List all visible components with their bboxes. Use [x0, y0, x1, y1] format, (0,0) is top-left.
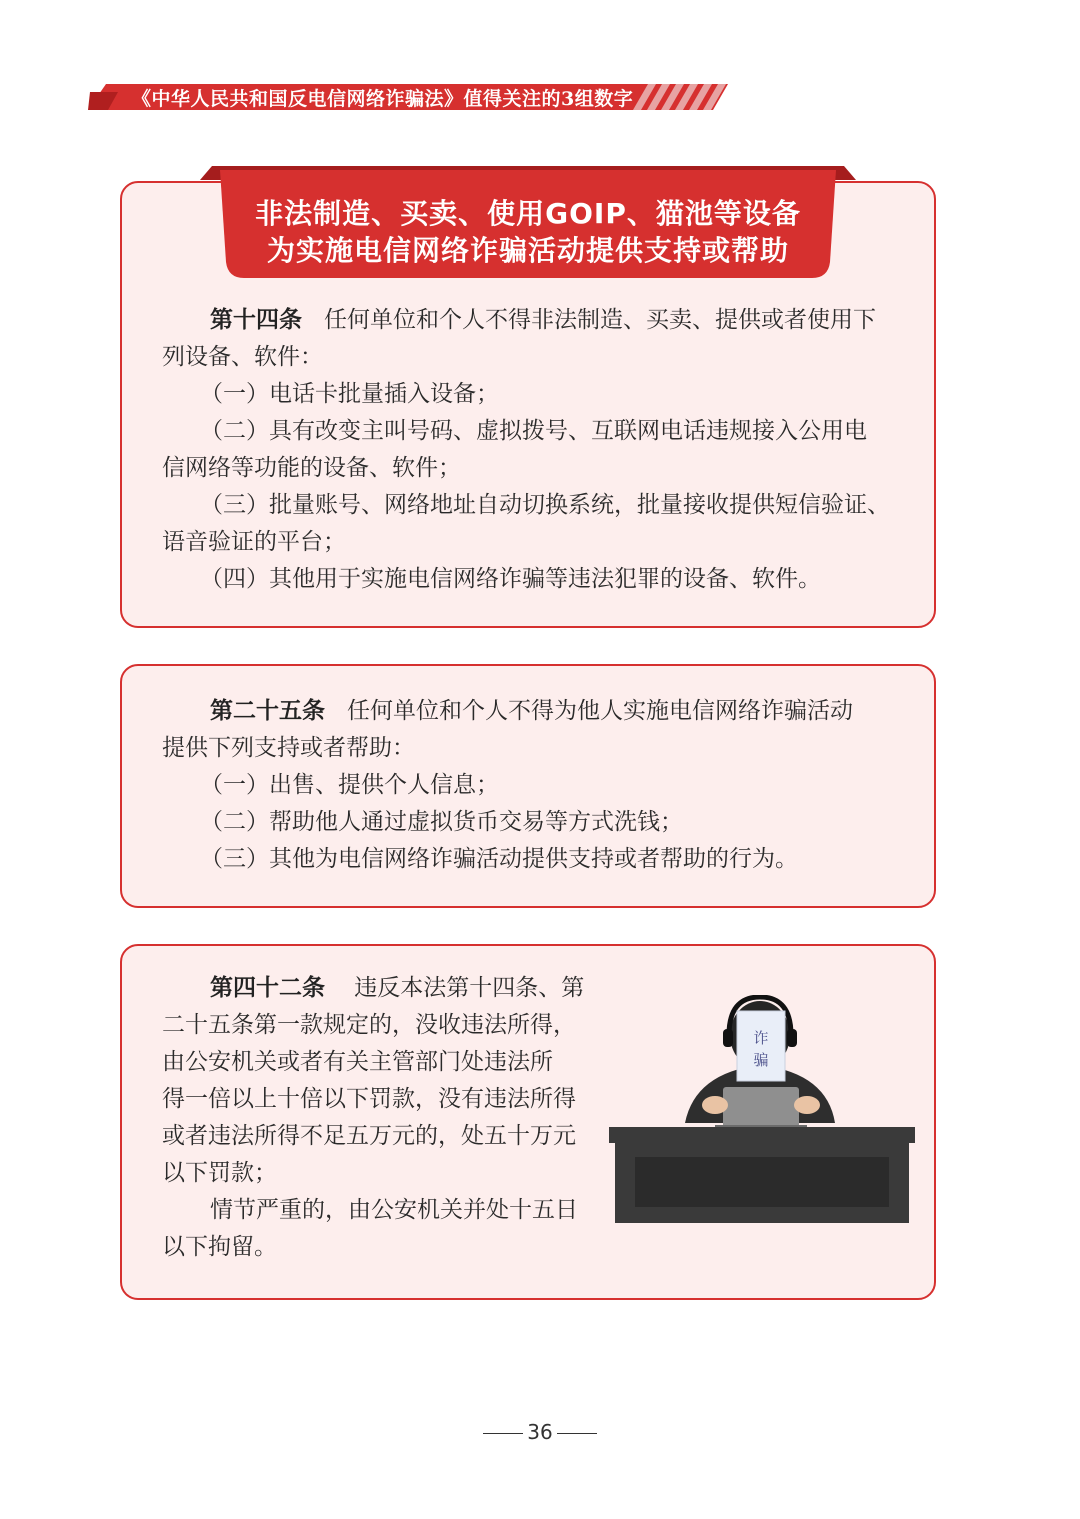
page-number-value: 36 [527, 1420, 553, 1444]
article-42-line: 得一倍以上十倍以下罚款，没有违法所得 [162, 1086, 576, 1112]
article-14-line: 语音验证的平台； [162, 529, 346, 555]
article-42-line: 情节严重的，由公安机关并处十五日 [210, 1197, 578, 1223]
article-25-item: （二）帮助他人通过虚拟货币交易等方式洗钱； [200, 809, 683, 835]
article-42-line: 或者违法所得不足五万元的，处五十万元 [162, 1123, 576, 1149]
scammer-figure-icon [605, 995, 920, 1227]
article-14-item: （三）批量账号、网络地址自动切换系统，批量接收提供短信验证、 [200, 492, 890, 518]
article-14-item: （二）具有改变主叫号码、虚拟拨号、互联网电话违规接入公用电 [200, 418, 867, 444]
article-14-item: （一）电话卡批量插入设备； [200, 381, 499, 407]
article-14-line: 信网络等功能的设备、软件； [162, 455, 461, 481]
article-42-line: 以下拘留。 [162, 1234, 277, 1260]
header-ribbon [88, 80, 738, 116]
article-14-title: 第十四条 [210, 307, 302, 333]
header-title: 《中华人民共和国反电信网络诈骗法》值得关注的3组数字 [132, 88, 634, 110]
mask-text-2: 骗 [753, 1051, 769, 1069]
article-42-first-line [210, 970, 584, 1007]
page-number [0, 1420, 1080, 1444]
section-banner [200, 162, 856, 282]
article-42-line: 以下罚款； [162, 1160, 277, 1186]
article-42-line: 二十五条第一款规定的，没收违法所得， [162, 1012, 576, 1038]
page-number-dash-left [483, 1433, 523, 1435]
article-25-item: （一）出售、提供个人信息； [200, 772, 499, 798]
article-42-line: 由公安机关或者有关主管部门处违法所 [162, 1049, 553, 1075]
article-25-line: 任何单位和个人不得为他人实施电信网络诈骗活动 [346, 698, 853, 724]
article-42-title: 第四十二条 [210, 975, 325, 1001]
article-25-title: 第二十五条 [210, 698, 325, 724]
article-25-line: 提供下列支持或者帮助： [162, 735, 415, 761]
banner-line-1: 非法制造、买卖、使用GOIP、猫池等设备 [255, 197, 801, 230]
scammer-illustration [605, 995, 920, 1227]
page-number-dash-right [557, 1433, 597, 1435]
banner-line-2: 为实施电信网络诈骗活动提供支持或帮助 [266, 234, 789, 267]
mask-text-1: 诈 [753, 1029, 769, 1047]
article-25-first-line [210, 693, 853, 730]
article-42-line: 违反本法第十四条、第 [354, 975, 585, 1001]
article-14-first-line [210, 302, 876, 339]
article-25-item: （三）其他为电信网络诈骗活动提供支持或者帮助的行为。 [200, 846, 798, 872]
article-14-line: 任何单位和个人不得非法制造、买卖、提供或者使用下 [323, 307, 876, 333]
article-14-item: （四）其他用于实施电信网络诈骗等违法犯罪的设备、软件。 [200, 566, 821, 592]
article-14-line: 列设备、软件： [162, 344, 323, 370]
